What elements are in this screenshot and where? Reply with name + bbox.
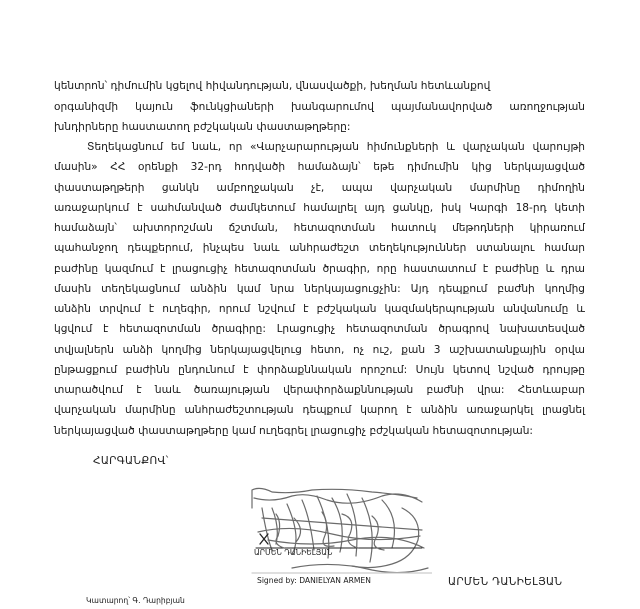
body-line-9: պահանջող դեպքերում, ինչպես նաև անհրաժեշտ տեղեկություններ ստանալու համար (54, 242, 585, 254)
handwritten-signature (232, 478, 432, 588)
body-line-8: համաձայն՝ ախտորոշման ճշտման, հետազոտման հատուկ մեթոդների կիրառում (54, 222, 585, 234)
signature-caption: ԱՐՄԵՆ ԴԱՆԻԵԼՅԱՆ (254, 548, 333, 557)
executor-note: Կատարող՝ Գ. Դարիբյան (86, 596, 185, 605)
body-line-1: կենտրոն՝ դիմումին կցելով հիվանդության, վնասվածքի, խեղման հետևանքով (54, 80, 491, 92)
body-line-5: մասին» ՀՀ օրենքի 32-րդ հոդվածի համաձայն՝ եթե դիմումին կից ներկայացված (54, 161, 585, 173)
body-line-7: առաջարկում է սահմանված ժամկետում համալրել այդ ցանկը, իսկ Կարգի 18-րդ կետի (54, 202, 585, 214)
body-line-16: տարածվում է նաև ծառայության վերափորձաքննության բաժնի վրա: Հետևաբար (54, 384, 585, 396)
signed-by-label: Signed by: DANIELYAN ARMEN (257, 576, 371, 585)
body-line-10: բաժինը կազմում է լրացուցիչ հետազոտման ծրագիր, որը հաստատում է բաժինը և դրա (54, 263, 585, 275)
body-line-12: անձին տրվում է ուղեգիր, որում նշվում է բժշկական կազմակերպության անվանումը և (54, 303, 585, 315)
body-line-15: ընթացքում բաժինն ընդունում է փորձաքննական որոշում: Սույն կետով նշված դրույթը (54, 364, 585, 376)
body-line-13: կցվում է հետազոտման ծրագիրը: Լրացուցիչ հետազոտման ծրագրով նախատեսված (54, 323, 585, 335)
body-line-6: փաստաթղթերի ցանկն ամբողջական չէ, ապա վարչական մարմինը դիմողին (54, 182, 585, 194)
body-line-11: մասին տեղեկացնում անձին կամ նրա ներկայացուցչին: Այդ դեպքում բաժնի կողմից (54, 283, 585, 295)
body-line-3: խնդիրները հաստատող բժշկական փաստաթղթերը: (54, 121, 351, 133)
body-line-18: ներկայացված փաստաթղթերը կամ ուղեգրել լրացուցիչ բժշկական հետազոտության: (54, 425, 533, 437)
body-line-17: վարչական մարմինը անհրաժեշտության դեպքում կարող է անձին առաջարկել լրացնել (54, 404, 585, 416)
body-line-2: օրգանիզմի կայուն ֆունկցիաների խանգարումով պայմանավորված առողջության (54, 101, 585, 113)
signer-name: ԱՐՄԵՆ ԴԱՆԻԵԼՅԱՆ (448, 576, 563, 588)
closing-salutation: ՀԱՐԳԱՆՔՈՎ՝ (93, 455, 169, 467)
body-line-4: Տեղեկացնում եմ նաև, որ «Վարչարարության հիմունքների և վարչական վարույթի (87, 141, 585, 153)
body-line-14: տվյալներն անձի կողմից ներկայացվելուց հետո, ոչ ուշ, քան 3 աշխատանքային օրվա (54, 344, 585, 356)
